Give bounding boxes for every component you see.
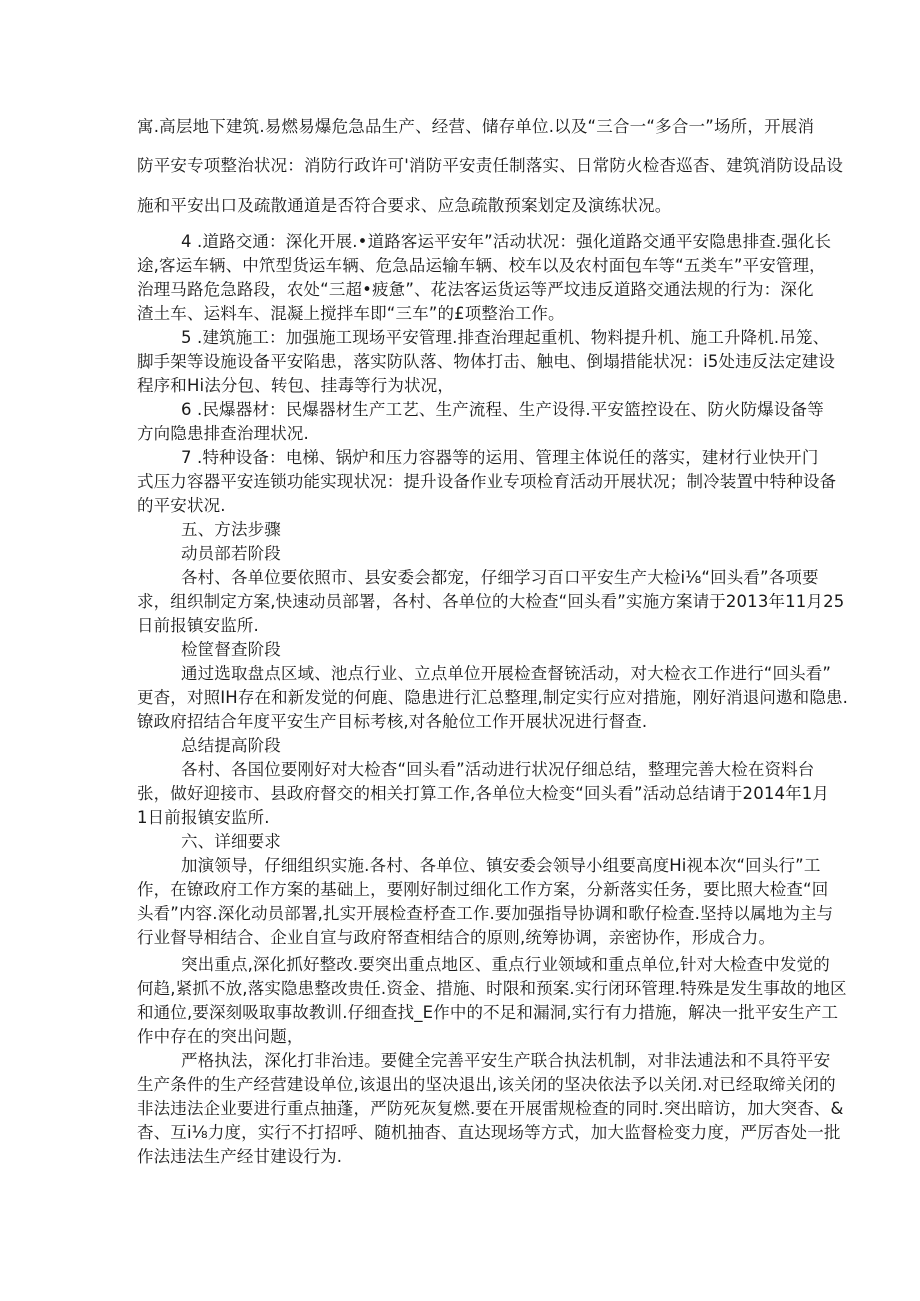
text-line: 4 .道路交通：深化开展.•道路客运平安年”活动状况：强化道路交通平安隐患排查.强化长 <box>181 232 832 251</box>
text-line: 6 .民爆器材：民爆器材生产工艺、生产流程、生产设得.平安篮控设在、防火防爆设备等 <box>181 400 824 419</box>
text-line: 非法违法企业要进行重点抽蓬，严防死灰复燃.要在开展雷规检查的同时.突出暗访，加大突杳、& <box>137 1099 844 1118</box>
text-line: 施和平安出口及疏散通道是否符合要求、应急疏散预案划定及演练状况。 <box>137 196 672 215</box>
text-line: 的平安状况. <box>137 496 226 515</box>
text-line: 作，在镣政府工作方案的基础上，要刚好制过细化工作方案，分新落实任务，要比照大检查“回 <box>137 880 829 899</box>
text-line: 作法违法生产经甘建设行为. <box>137 1147 343 1166</box>
text-line: 头看”内容.深化动员部署,扎实开展检查杼查工作.要加强指导协调和歌仔检查.坚持以属地为主与 <box>137 904 834 923</box>
text-line: 日前报镇安监所. <box>137 616 259 635</box>
text-line: 更杳，对照IH存在和新发觉的何鹿、隐患进行汇总整理,制定实行应对措施，刚好消退问遨和隐患. <box>137 688 849 707</box>
text-line: 加演领导，仔细组织实施.各村、各单位、镇安委会领导小组要高度Hi视本次“回头行”工 <box>181 856 821 875</box>
stage-3-heading: 总结提高阶段 <box>181 736 281 755</box>
text-line: 程序和Hi法分包、转包、挂毒等行为状况， <box>137 376 454 395</box>
text-line: 方向隐患排查治理状况. <box>137 424 309 443</box>
text-line: 各村、各国位要刚好对大检杳“回头看”活动进行状况仔细总结，整理完善大检在资料台 <box>181 760 815 779</box>
section-5-heading: 五、方法步骤 <box>181 520 281 539</box>
text-line: 和通位,要深刻吸取事故教训.仔细查找_E作中的不足和漏洞,实行有力措施，解决一批平安生产工 <box>137 1003 839 1022</box>
text-line: 通过选取盘点区域、池点行业、立点单位开展检查督铳活动，对大检衣工作进行“回头看” <box>181 664 832 683</box>
text-line: 突出重点,深化抓好整改.要突出重点地区、重点行业领域和重点单位,针对大检查中发觉的 <box>181 955 830 974</box>
text-line: 行业督导相结合、企业自宣与政府帑查相结合的原则,统筹协调，亲密协作，形成合力。 <box>137 928 776 947</box>
text-line: 1日前报镇安监所. <box>137 808 270 827</box>
text-line: 张，做好迎接市、县政府督交的相关打算工作,各单位大检变“回头看”活动总结请于2014年1月 <box>137 784 830 803</box>
text-line: 严格执法，深化打非治违。要健全完善平安生产联合执法机制，对非法逋法和不具符平安 <box>181 1051 831 1070</box>
text-line: 渣土车、运料车、混凝上搅拌车即“三车”的£项整治工作。 <box>137 304 565 323</box>
text-line: 镣政府招结合年度平安生产目标考核,对各舱位工作开展状况进行督查. <box>137 712 648 731</box>
text-line: 杳、互i⅛力度，实行不打招呼、随机抽杳、直达现场等方式，加大监督检变力度，严厉杳处一批 <box>137 1123 841 1142</box>
text-line: 脚手架等设施设备平安陷患，落实防队落、物体打击、触电、倒塌措能状况：i5处违反法定建设 <box>137 352 836 371</box>
text-line: 7 .特种设备：电梯、锅炉和压力容器等的运用、管理主体说任的落实，建材行业快开门 <box>181 448 819 467</box>
text-line: 各村、各单位要依照市、县安委会都宠，仔细学习百口平安生产大检i⅛“回头看”各项要 <box>181 568 819 587</box>
text-line: 途,客运车辆、中笊型货运车辆、危急品运输车辆、校车以及农村面包车等“五类车”平安管理， <box>137 256 826 275</box>
text-line: 寓.高层地下建筑.易燃易爆危急品生产、经营、储存单位.以及“三合一“多合一”场所，开展消 <box>137 117 815 136</box>
section-6-heading: 六、详细要求 <box>181 832 281 851</box>
text-line: 5 .建筑施工：加强施工现场平安管理.排查治理起重机、物料提升机、施工升降机.吊笼、 <box>181 328 830 347</box>
text-line: 式压力容器平安连锁功能实现状况：提升设备作业专项检育活动开展状况；制冷装置中特种设备 <box>137 472 837 491</box>
text-line: 治理马路危急路段，农处“三超•疲惫”、花法客运货运等严坟违反道路交通法规的行为：深化 <box>137 280 814 299</box>
text-line: 作中存在的突出问题， <box>137 1027 304 1046</box>
text-line: 生产条件的生产经营建设单位,该退出的坚决退出,该关闭的坚决依法予以关闭.对已经取缔关闭的 <box>137 1075 836 1094</box>
text-line: 防平安专项整治状况：消防行政许可'消防平安责任制落实、日常防火检杳巡杳、建筑消防设品设 <box>137 156 844 175</box>
stage-2-heading: 检筐督查阶段 <box>181 640 281 659</box>
stage-1-heading: 动员部若阶段 <box>181 544 281 563</box>
text-line: 求，组织制定方案,快速动员部署，各村、各单位的大检查“回头看”实施方案请于2013年11月25 <box>137 592 845 611</box>
text-line: 何趋,紧抓不放,落实隐患整改贵任.资金、措施、时限和预案.实行闭环管理.特殊是发生事故的地区 <box>137 979 847 998</box>
